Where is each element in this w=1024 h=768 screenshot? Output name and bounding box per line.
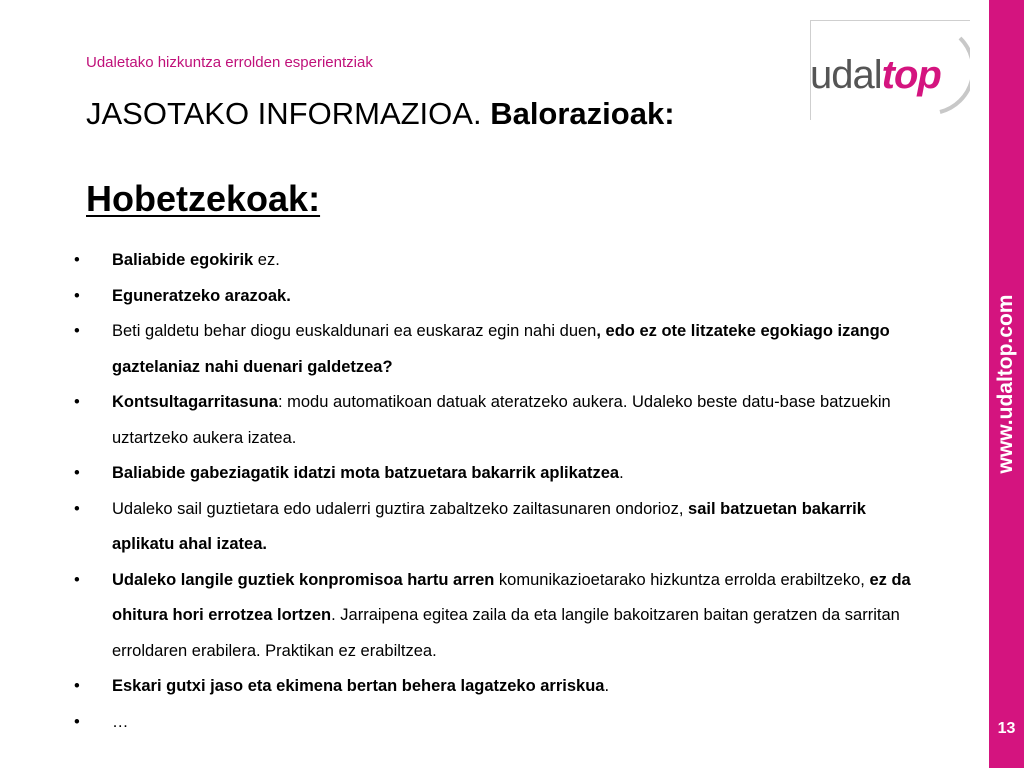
bullet-text: : modu automatikoan datuak ateratzeko aukera. Udaleko beste datu-base batzuekin uztartzeko aukera izatea. [112,393,891,447]
page-number: 13 [997,720,1016,737]
bullet-item [72,456,932,492]
bullet-item [72,243,932,279]
bullet-text-bold: Baliabide gabeziagatik idatzi mota batzuetara bakarrik aplikatzea [112,464,620,482]
bullet-text-bold: , edo ez ote litzateke egokiago izango gaztelaniaz nahi duenari galdetzea? [112,322,890,376]
bullet-item [72,492,932,563]
bullet-item [72,705,932,741]
logo-text-udal: udal [810,53,882,97]
bullet-text: komunikazioetarako hizkuntza errolda erabiltzeko, [494,570,870,589]
bullet-text-bold: Eguneratzeko arazoak. [112,286,291,305]
udaltop-logo [810,20,970,120]
bullet-text-bold: ez da ohitura hori errotzea lortzen [112,570,911,624]
sidebar-url: www.udaltop.com [994,294,1017,474]
slide-title [86,96,675,132]
bullet-text: . [604,677,610,695]
bullet-text: Udaleko sail guztietara edo udalerri guztira zabaltzeko zailtasunaren ondorioz, [112,499,689,518]
bullet-text-bold: Eskari gutxi jaso eta ekimena bertan behera lagatzeko arriskua [112,677,605,695]
bullet-text-bold: Baliabide egokirik [112,251,254,269]
bullet-text-bold: Udaleko langile guztiek konpromisoa hartu arren [112,570,495,589]
logo-text-top: top [881,53,941,97]
bullet-item [72,385,932,456]
bullet-text: … [112,712,129,731]
slide-title-bold: Balorazioak: [490,96,675,131]
slide-title-plain: JASOTAKO INFORMAZIOA. [86,96,491,131]
bullet-item [72,279,932,315]
bullet-item [72,563,932,670]
slide-subtitle: Udaletako hizkuntza errolden esperientziak [86,54,373,71]
bullet-item [72,314,932,385]
bullet-list [72,243,932,740]
logo-text [810,53,941,98]
bullet-text: . Jarraipena egitea zaila da eta langile bakoitzaren baitan geratzen da sarritan erroldaren erabilera. Praktikan ez erabiltzea. [112,606,900,660]
section-heading: Hobetzekoak: [86,178,321,219]
bullet-text-bold: sail batzuetan bakarrik aplikatu ahal izatea. [112,499,866,553]
bullet-text: Beti galdetu behar diogu euskaldunari ea euskaraz egin nahi duen [112,322,597,340]
bullet-item [72,669,932,705]
bullet-text: ez. [253,251,280,269]
bullet-text-bold: Kontsultagarritasuna [112,393,278,411]
bullet-text: . [619,464,624,482]
